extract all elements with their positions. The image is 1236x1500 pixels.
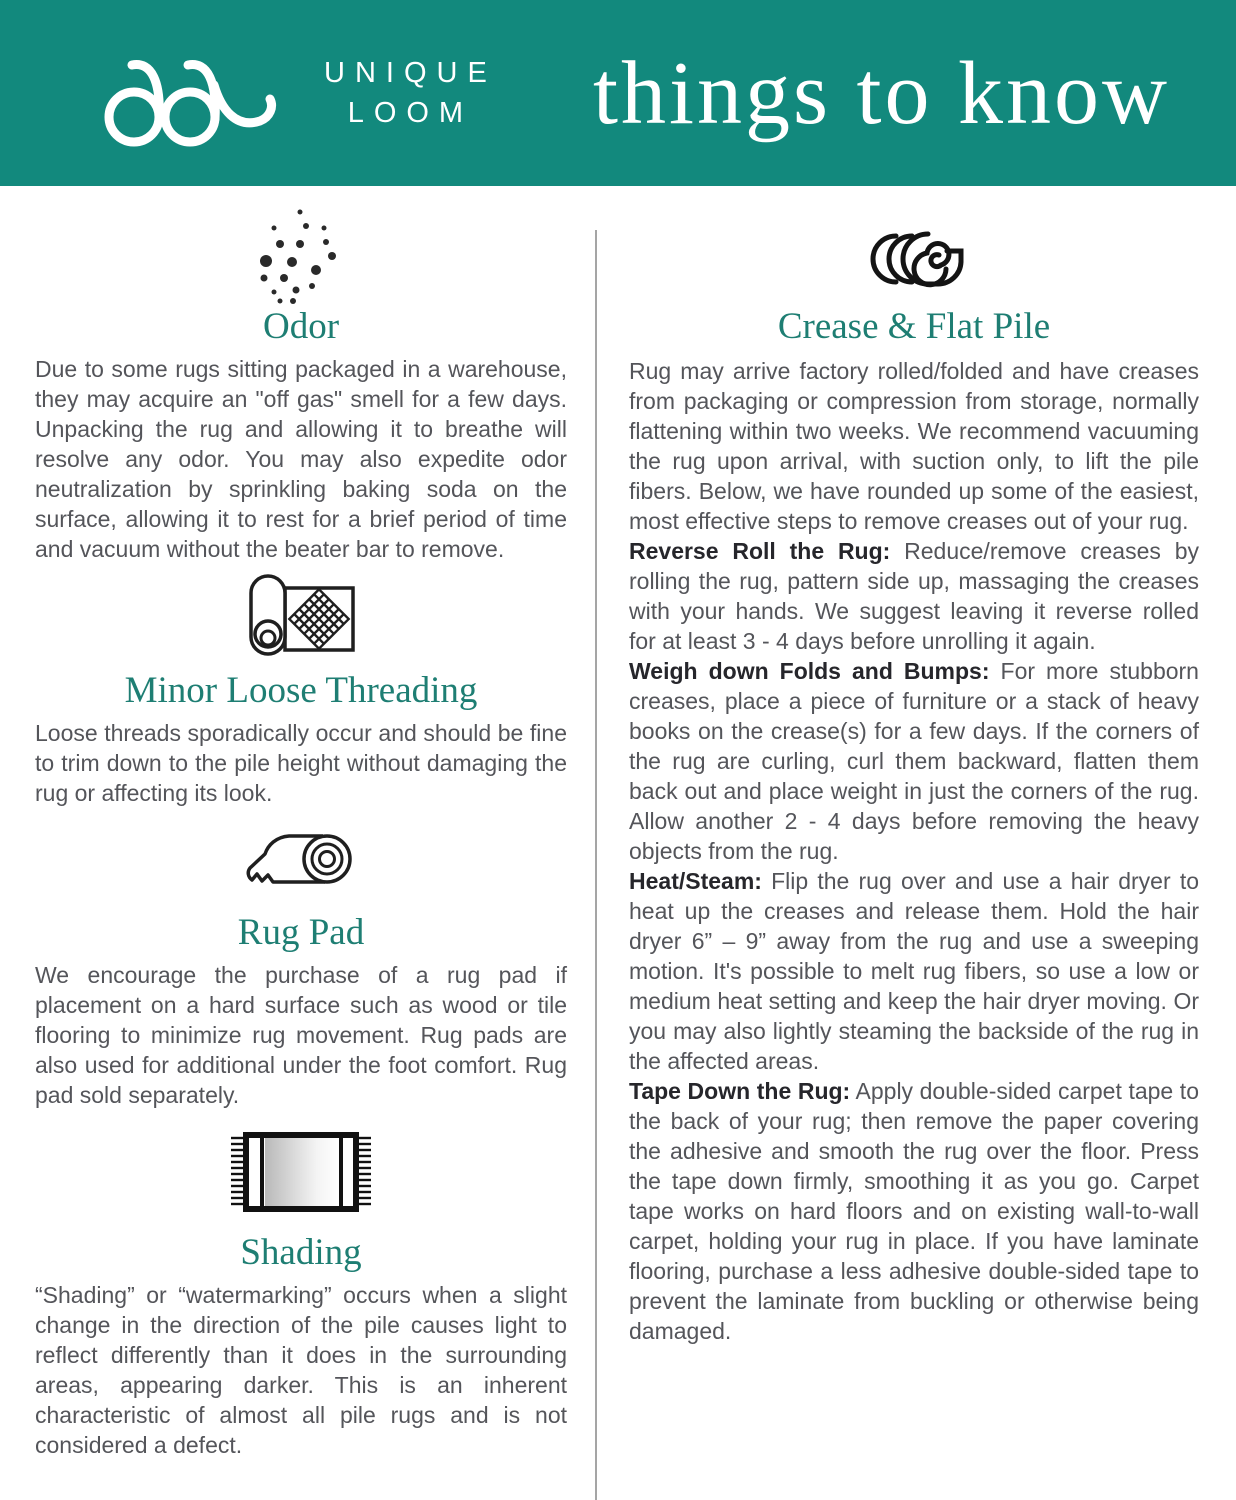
shaded-rug-icon [231, 1130, 371, 1214]
tip-body: Reduce/remove creases by rolling the rug, pattern side up, massaging the creases with your hands. We suggest leaving it reverse rolled for at least 3 - 4 days before unrolling it again. [629, 538, 1200, 654]
content-area [0, 186, 1236, 1500]
tip-body: Apply double-sided carpet tape to the back of your rug; then remove the paper covering the adhesive and smooth the rug over the floor. Press the tape down firmly, smoothing it as you go. Carpet tape works on hard floors and on existing wall-to-wall carpet, holding your rug in place. If you have laminate flooring, purchase a less adhesive double-sided tape to prevent the laminate from buckling or otherwise being damaged. [629, 1078, 1199, 1344]
brand-line2: LOOM [347, 97, 474, 129]
brand-line1: UNIQUE [324, 57, 497, 89]
section-body: Loose threads sporadically occur and should be fine to trim down to the pile height without damaging the rug or affecting its look. [35, 720, 567, 806]
tip-body: Flip the rug over and use a hair dryer to heat up the creases and release them. Hold the hair dryer 6” – 9” away from the rug and use a sweeping motion. It's possible to melt rug fibers, so use a low or medium heat setting and keep the hair dryer moving. Or you may also lightly steaming the backside of the rug in the affected areas. [629, 868, 1199, 1074]
section-odor [35, 206, 567, 564]
section-heading: Crease & Flat Pile [777, 306, 1051, 347]
section-body: We encourage the purchase of a rug pad if placement on a hard surface such as wood or tile flooring to minimize rug movement. Rug pads are also used for additional under the foot comfort. Rug pad sold separately. [35, 962, 567, 1108]
tip-weigh-down [629, 656, 1199, 866]
section-heading: Minor Loose Threading [124, 670, 478, 711]
section-rug-pad [35, 830, 567, 1110]
section-intro: Rug may arrive factory rolled/folded and have creases from packaging or compression from storage, normally flattening within two weeks. We recommend vacuuming the rug upon arrival, with suction only, to lift the pile fibers. Below, we have rounded up some of the easiest, most effective steps to remove creases out of your rug. [629, 358, 1199, 534]
tip-body: For more stubborn creases, place a piece of furniture or a stack of heavy books on the crease(s) for a few days. If the corners of the rug are curling, curl them backward, flatten them back out and place weight in just the corners of the rug. Allow another 2 - 4 days before removing the heavy objects from the rug. [629, 658, 1199, 864]
tip-heat-steam [629, 866, 1199, 1076]
brand-name [324, 53, 497, 133]
section-heading: Shading [240, 1232, 362, 1273]
section-body: Due to some rugs sitting packaged in a warehouse, they may acquire an "off gas" smell for a few days. Unpacking the rug and allowing it to breathe will resolve any odor. You may also expedite odor neutralization by sprinkling baking soda on the surface, allowing it to rest for a brief period of time and vacuum without the beater bar to remove. [35, 356, 567, 562]
header-banner [0, 0, 1236, 186]
odor-particles-icon [256, 206, 346, 304]
tip-label: Heat/Steam: [629, 868, 762, 894]
section-minor-loose-threading [35, 574, 567, 808]
section-shading [35, 1130, 567, 1460]
tip-tape-down [629, 1076, 1199, 1346]
section-body: “Shading” or “watermarking” occurs when a slight change in the direction of the pile causes light to reflect differently than it does in the surrounding areas, appearing darker. This is an inherent characteristic of almost all pile rugs and is not considered a defect. [35, 1282, 567, 1458]
tip-label: Reverse Roll the Rug: [629, 538, 891, 564]
unique-loom-logo-icon [98, 37, 298, 149]
section-heading: Odor [262, 306, 340, 347]
rolled-rug-side-icon [862, 228, 966, 290]
tip-reverse-roll [629, 536, 1199, 656]
rug-pad-roll-icon [245, 830, 357, 890]
page-title: things to know [592, 43, 1170, 143]
tip-label: Weigh down Folds and Bumps: [629, 658, 990, 684]
column-divider [595, 230, 597, 1500]
left-column [35, 186, 567, 1500]
section-heading: Rug Pad [237, 912, 365, 953]
right-column [629, 186, 1199, 1500]
rolled-rug-weave-icon [243, 574, 359, 658]
tip-label: Tape Down the Rug: [629, 1078, 851, 1104]
